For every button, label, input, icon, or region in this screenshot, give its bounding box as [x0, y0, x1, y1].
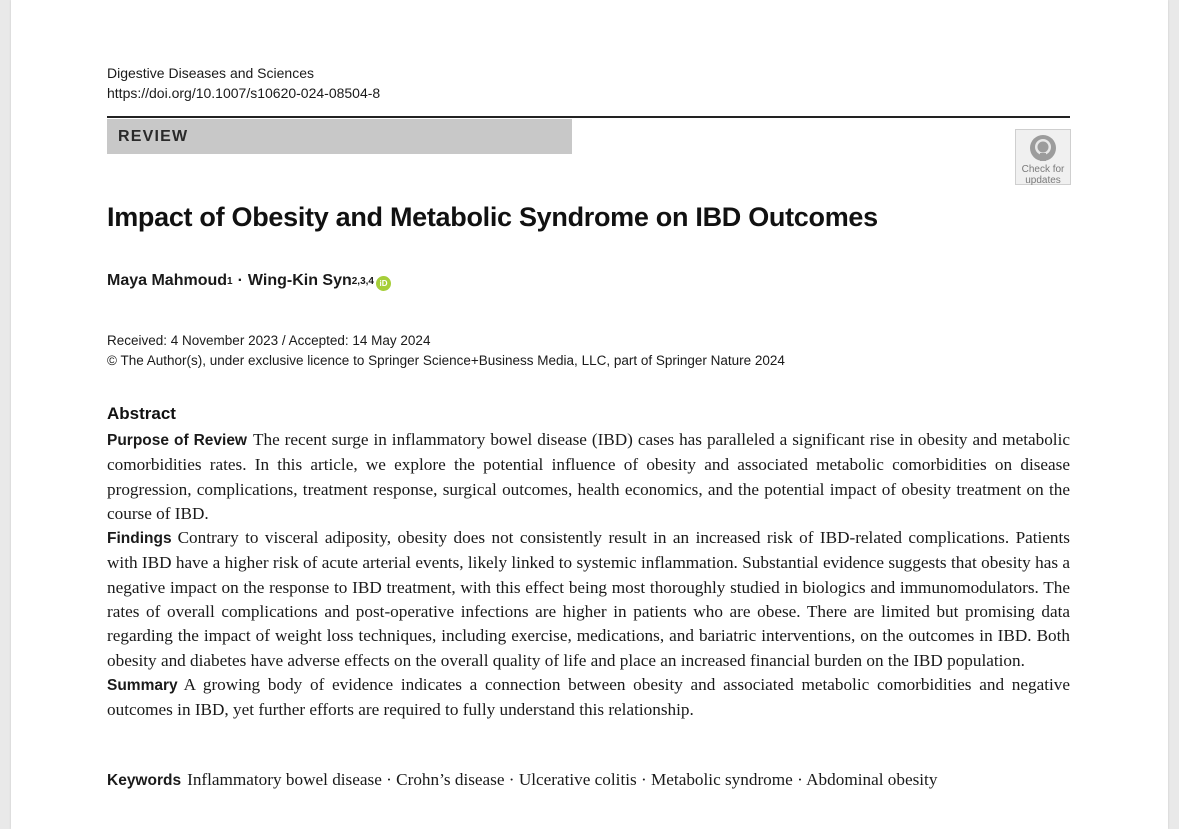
abstract-body	[107, 428, 1070, 723]
received-accepted-dates: Received: 4 November 2023 / Accepted: 14 May 2024	[107, 333, 431, 348]
keywords-text: Inflammatory bowel disease · Crohn’s disease · Ulcerative colitis · Metabolic syndrome · Abdominal obesity	[187, 770, 938, 789]
author-separator: ·	[237, 272, 243, 289]
abstract-section-label: Purpose of Review	[107, 432, 247, 449]
doi-link[interactable]: https://doi.org/10.1007/s10620-024-08504-8	[107, 85, 381, 101]
article-type-band	[107, 119, 572, 154]
abstract-section-summary	[107, 673, 1070, 723]
paper-page	[11, 0, 1168, 829]
author-affiliation[interactable]: 2,3,4	[351, 276, 374, 287]
abstract-section-text: A growing body of evidence indicates a connection between obesity and associated metabolic comorbidities and negative outcomes in IBD, yet further efforts are required to fully understand this relationship.	[107, 674, 1070, 720]
author-name[interactable]: Wing-Kin Syn	[247, 272, 352, 289]
abstract-section-findings	[107, 526, 1070, 673]
check-for-updates-icon	[1028, 133, 1058, 163]
author-affiliation[interactable]: 1	[227, 276, 233, 287]
article-type-label: REVIEW	[118, 128, 189, 145]
orcid-icon[interactable]: iD	[376, 276, 391, 291]
check-for-updates-label: Check for updates	[1021, 164, 1065, 186]
check-for-updates-button[interactable]	[1015, 129, 1071, 185]
author-list	[107, 272, 391, 290]
author-name[interactable]: Maya Mahmoud	[107, 272, 228, 289]
abstract-section-text: The recent surge in inflammatory bowel disease (IBD) cases has paralleled a significant rise in obesity and metabolic comorbidities rates. In this article, we explore the potential influence of obesity and associated metabolic comorbidities on disease progression, complications, treatment response, surgical outcomes, health economics, and the potential impact of obesity treatment on the course of IBD.	[107, 430, 1070, 523]
abstract-section-purpose	[107, 428, 1070, 526]
journal-name: Digestive Diseases and Sciences	[107, 65, 314, 81]
abstract-heading: Abstract	[107, 404, 176, 423]
header-rule	[107, 116, 1070, 118]
keywords-line	[107, 770, 1070, 790]
abstract-section-label: Summary	[107, 676, 178, 694]
abstract-section-label: Findings	[107, 530, 172, 548]
abstract-section-text: Contrary to visceral adiposity, obesity does not consistently result in an increased risk of IBD-related complications. Patients with IBD have a higher risk of acute arterial events, likely linked to systemic inflammation. Substantial evidence suggests that obesity has a negative impact on the response to IBD treatment, with this effect being most thoroughly studied in biologics and immunomodulators. The rates of overall complications and post-operative infections are higher in patients who are obese. There are limited but promising data regarding the impact of weight loss techniques, including exercise, medications, and bariatric interventions, on the outcomes in IBD. Both obesity and diabetes have adverse effects on the overall quality of life and place an increased financial burden on the IBD population.	[107, 528, 1070, 670]
article-title: Impact of Obesity and Metabolic Syndrome on IBD Outcomes	[107, 202, 878, 232]
keywords-label: Keywords	[107, 772, 182, 789]
publication-dates	[107, 331, 785, 371]
copyright-line: © The Author(s), under exclusive licence to Springer Science+Business Media, LLC, part of Springer Nature 2024	[107, 353, 785, 368]
journal-info	[107, 63, 380, 103]
